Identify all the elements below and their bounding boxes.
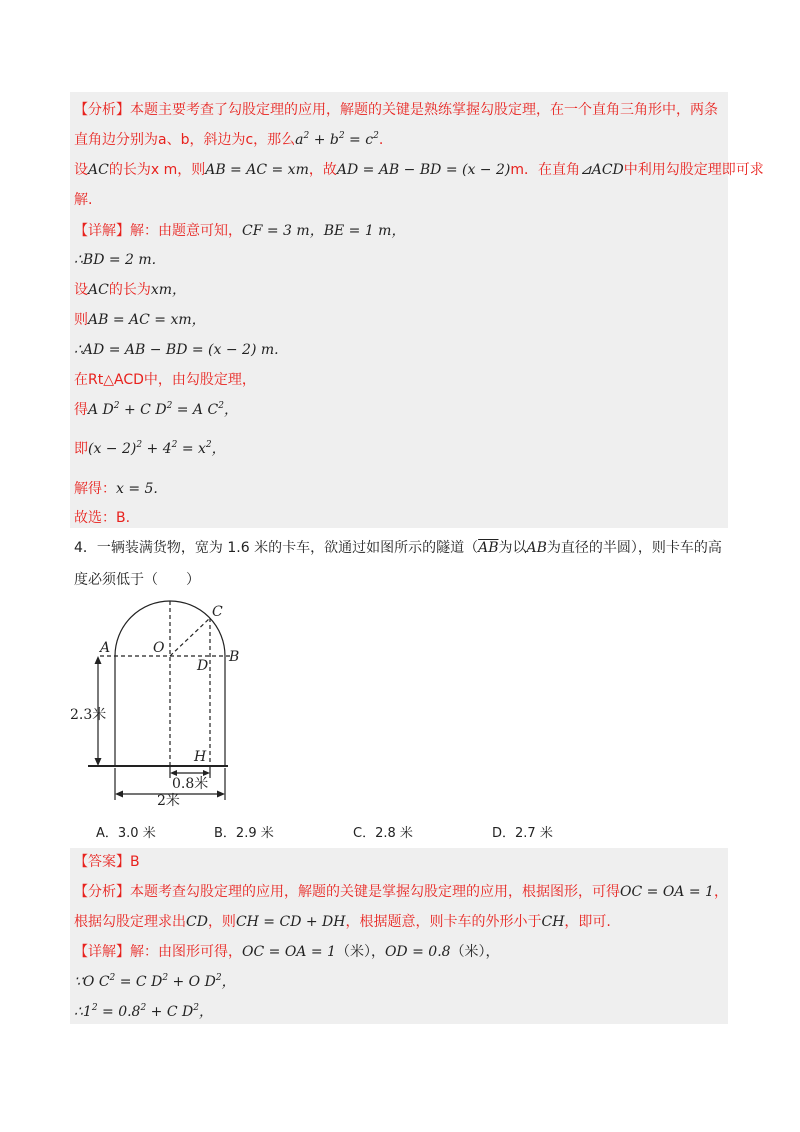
option-c: C．2.8 米 xyxy=(353,826,413,841)
detail2-step-1: ∵O $C^2 = C$ $D^2 + O$ $D^2$， xyxy=(74,973,236,990)
solution-block-2 xyxy=(70,848,728,1024)
analysis2-line-2: 根据勾股定理求出CD，则CH = CD + DH，根据题意，则卡车的外形小于CH，即可. xyxy=(74,914,611,930)
pythagorean-formula: $a^2 + b^2 = c^2$ xyxy=(295,131,379,148)
detail-tag: 【详解】 xyxy=(74,223,130,239)
step-choose: 故选：B. xyxy=(74,510,131,526)
option-d: D．2.7 米 xyxy=(492,826,553,841)
step-ad: ∴AD = AB − BD = (x − 2) m. xyxy=(74,342,279,358)
answer-line xyxy=(74,852,140,872)
step-ab-ac: 则AB = AC = xm， xyxy=(74,312,206,328)
question-4-line-2: 度必须低于（ ） xyxy=(74,572,200,588)
equation-substitute: $(x - 2)^2 + 4^2 = x^2$， xyxy=(88,440,226,457)
setup-line-2: 解. xyxy=(74,192,93,208)
height-label: 2.3米 xyxy=(70,707,107,723)
label-h: H xyxy=(194,749,207,765)
label-b: B xyxy=(229,649,240,665)
equation-ad-cd-ac: A $D^2 + C$ $D^2 = A$ $C^2$， xyxy=(88,401,238,418)
label-a: A xyxy=(100,640,111,656)
option-a: A．3.0 米 xyxy=(96,826,156,841)
step-solve: 解得：x = 5. xyxy=(74,481,158,497)
step-equation: 得A $D^2 + C$ $D^2 = A$ $C^2$， xyxy=(74,401,238,418)
step-set-ac: 设AC的长为xm， xyxy=(74,282,186,298)
analysis-line-2: 直角边分别为a、b，斜边为c，那么$a^2 + b^2 = c^2$. xyxy=(74,131,384,148)
answer-value: B xyxy=(130,854,140,870)
analysis2-line-1: 【分析】本题考查勾股定理的应用，解题的关键是掌握勾股定理的应用，根据图形，可得OC = OA = 1， xyxy=(74,884,728,900)
answer-tag: 【答案】 xyxy=(74,854,130,870)
detail-line-1: 【详解】解：由题意可知，CF = 3 m，BE = 1 m， xyxy=(74,223,406,239)
step-substitute: 即$(x - 2)^2 + 4^2 = x^2$， xyxy=(74,440,226,457)
label-c: C xyxy=(212,604,223,620)
width-2-label: 2米 xyxy=(157,793,180,809)
tunnel-figure xyxy=(60,598,260,810)
width-08-label: 0.8米 xyxy=(172,776,209,792)
option-b: B．2.9 米 xyxy=(214,826,274,841)
setup-line-1: 设AC的长为x m，则AB = AC = xm，故AD = AB − BD = (x − 2)m．在直角⊿ACD中利用勾股定理即可求 xyxy=(74,162,764,178)
step-bd: ∴BD = 2 m. xyxy=(74,252,157,268)
label-d: D xyxy=(197,658,209,674)
analysis-tag: 【分析】 xyxy=(74,102,130,118)
detail2-line-1: 【详解】解：由图形可得，OC = OA = 1（米），OD = 0.8（米）， xyxy=(74,944,500,960)
step-rt-triangle: 在Rt△ACD中，由勾股定理， xyxy=(74,372,256,388)
analysis-line-1: 【分析】本题主要考查了勾股定理的应用，解题的关键是熟练掌握勾股定理，在一个直角三角形中，两条 xyxy=(74,102,718,118)
arc-ab: $\overline{AB}$ xyxy=(478,540,499,556)
question-4-line-1: 4．一辆装满货物，宽为 1.6 米的卡车，欲通过如图所示的隧道（$\overline{AB}$为以AB为直径的半圆），则卡车的高 xyxy=(74,540,722,556)
label-o: O xyxy=(153,640,165,656)
detail2-step-2: $\therefore 1^2 = 0.8^2 + C$ $D^2$， xyxy=(74,1003,213,1020)
radius-oc xyxy=(170,618,210,656)
